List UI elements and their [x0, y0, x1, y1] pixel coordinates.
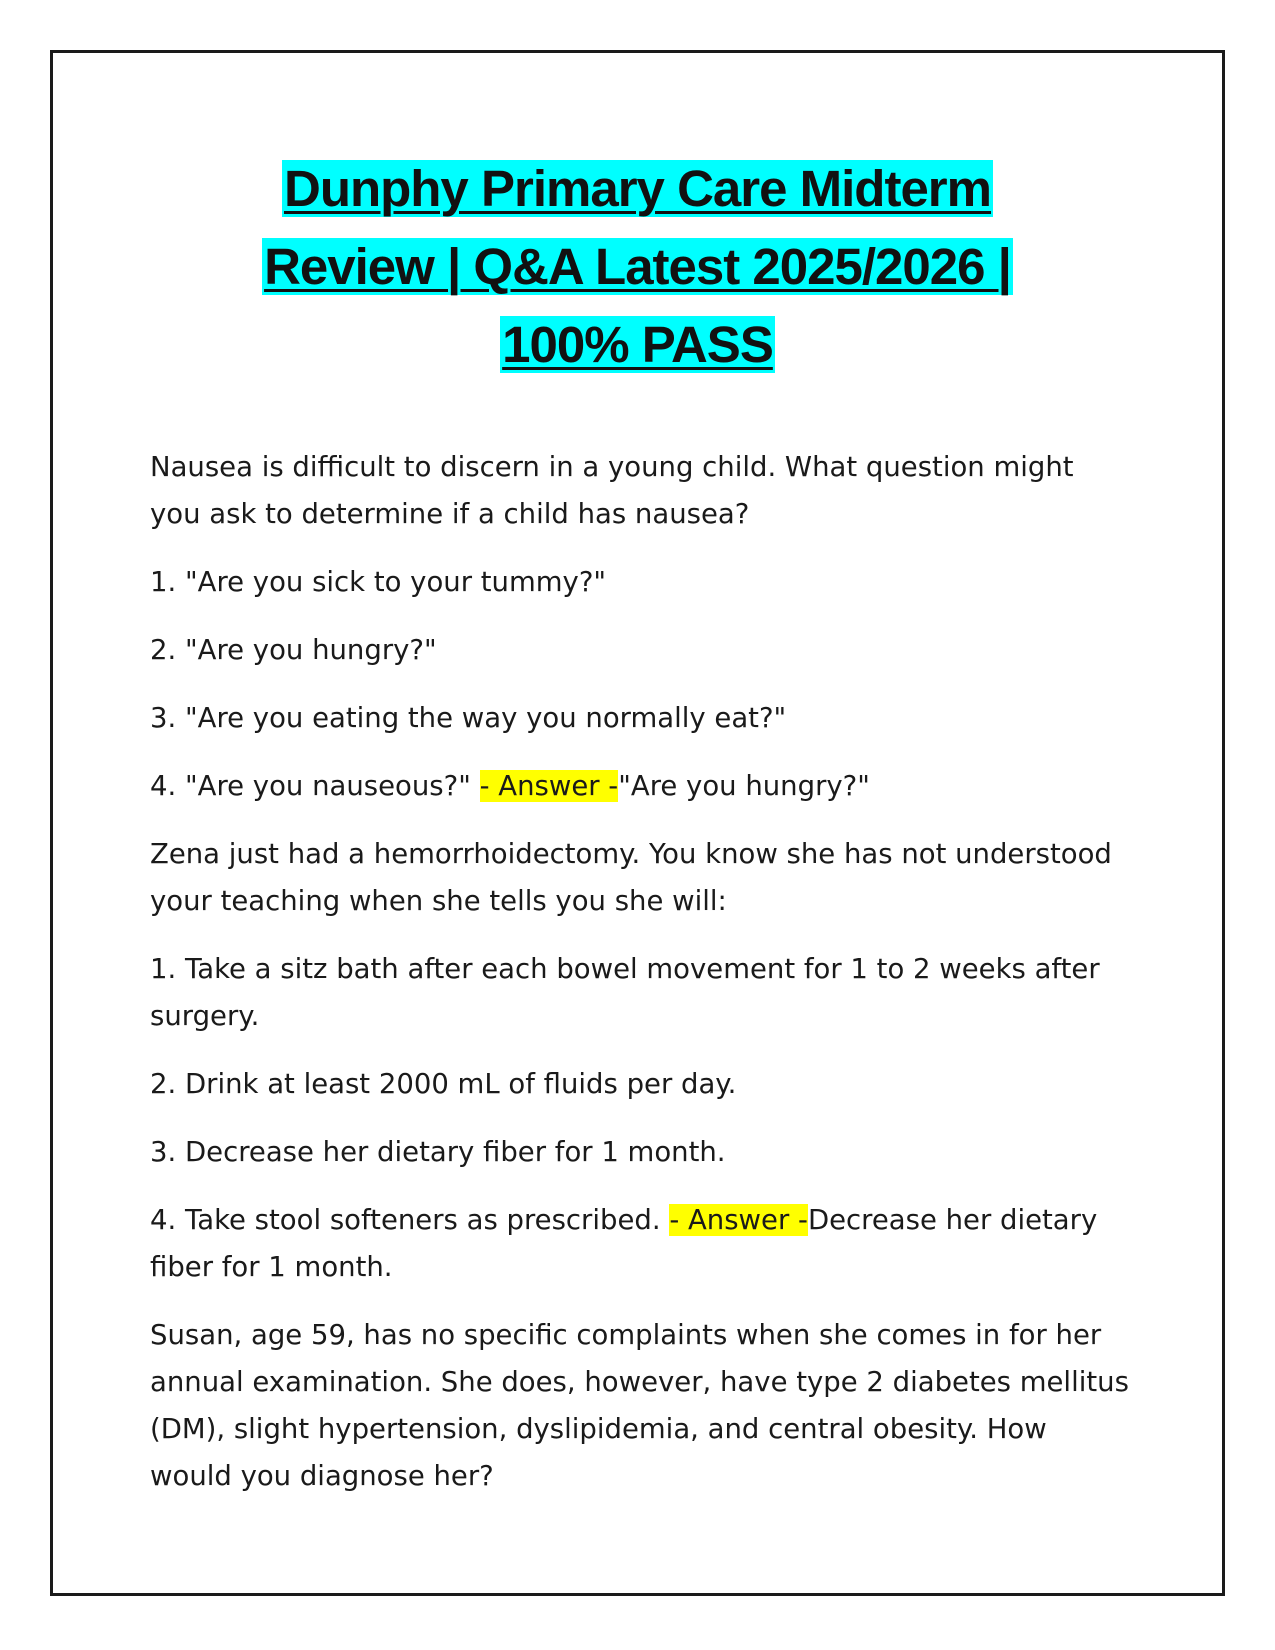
document-body — [150, 444, 1130, 1521]
question-3-text: Susan, age 59, has no specific complaints when she comes in for her annual examination. She does, however, have type 2 diabetes mellitus (DM), slight hypertension, dyslipidemia, and central obesity. How would you diagnose her? — [150, 1319, 1129, 1492]
answer-marker: - Answer - — [669, 1204, 808, 1236]
answer-marker: - Answer - — [479, 770, 619, 802]
question-2-answer: Decrease her dietary fiber for 1 month. — [150, 1204, 1098, 1283]
question-2-option-4: 4. Take stool softeners as prescribed. — [150, 1204, 670, 1236]
document-title — [120, 150, 1155, 384]
question-1-answer: "Are you hungry?" — [618, 770, 870, 802]
question-1-option-4-with-answer — [150, 763, 1130, 810]
title-line-1: Dunphy Primary Care Midterm — [283, 160, 992, 217]
question-1-option-4: 4. "Are you nauseous?" — [150, 770, 480, 802]
title-line-3: 100% PASS — [502, 316, 773, 373]
question-2-option-3: 3. Decrease her dietary fiber for 1 month. — [150, 1136, 726, 1168]
question-2-option-4-with-answer — [150, 1197, 1130, 1291]
question-2-option-1: 1. Take a sitz bath after each bowel movement for 1 to 2 weeks after surgery. — [150, 953, 1100, 1032]
question-1-option-3: 3. "Are you eating the way you normally eat?" — [150, 702, 787, 734]
question-1-option-1: 1. "Are you sick to your tummy?" — [150, 566, 607, 598]
question-2-option-2: 2. Drink at least 2000 mL of fluids per day. — [150, 1068, 737, 1100]
question-1-text: Nausea is difficult to discern in a young child. What question might you ask to determine if a child has nausea? — [150, 451, 1074, 530]
title-line-2: Review | Q&A Latest 2025/2026 | — [264, 238, 1011, 295]
question-2-text: Zena just had a hemorrhoidectomy. You know she has not understood your teaching when she tells you she will: — [150, 838, 1112, 917]
question-1-option-2: 2. "Are you hungry?" — [150, 634, 437, 666]
